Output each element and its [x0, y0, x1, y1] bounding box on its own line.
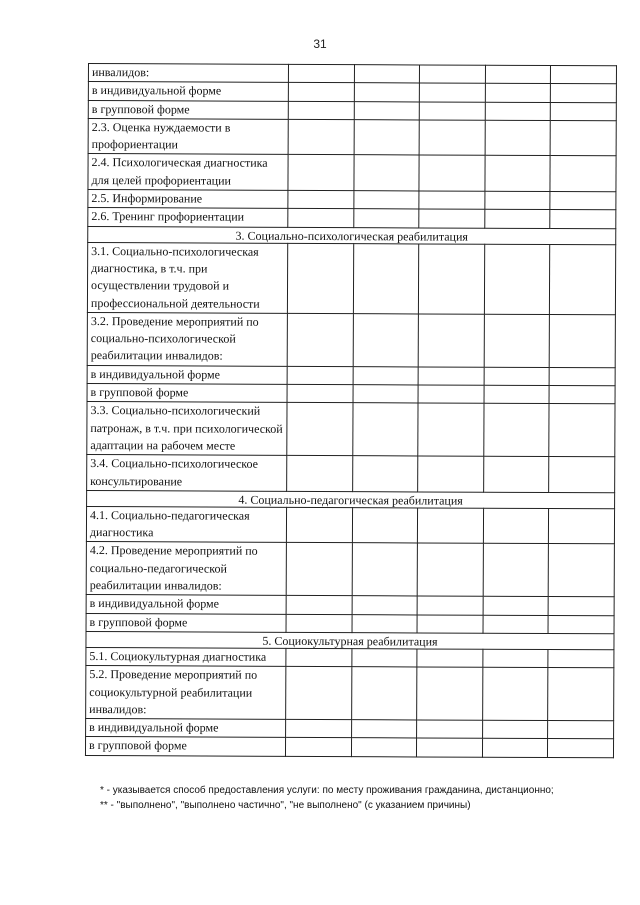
table-row — [87, 242, 615, 314]
value-cell — [549, 367, 615, 386]
value-cell — [483, 615, 548, 634]
row-label: в групповой форме — [86, 613, 286, 632]
value-cell — [287, 403, 353, 456]
value-cell — [288, 119, 354, 155]
value-cell — [419, 65, 485, 84]
value-cell — [286, 596, 352, 615]
value-cell — [484, 314, 549, 367]
value-cell — [485, 102, 550, 121]
value-cell — [417, 596, 483, 615]
row-label: 2.3. Оценка нуждаемости в профориентации — [88, 118, 288, 154]
value-cell — [417, 543, 483, 596]
table-row — [88, 82, 616, 103]
value-cell — [419, 102, 485, 121]
value-cell — [418, 314, 484, 367]
value-cell — [485, 191, 550, 210]
table-row — [86, 666, 614, 721]
table-row — [86, 719, 614, 740]
value-cell — [353, 456, 418, 492]
table-row — [88, 154, 616, 192]
value-cell — [419, 83, 485, 102]
table-row — [87, 312, 615, 367]
value-cell — [353, 243, 418, 313]
value-cell — [550, 156, 616, 192]
value-cell — [419, 209, 485, 228]
value-cell — [353, 314, 418, 367]
footnote-method: * - указывается способ предоставления услуги: по месту проживания гражданина, дистанционно; — [100, 785, 554, 796]
value-cell — [549, 244, 615, 314]
value-cell — [418, 385, 484, 404]
footnote-status: ** - "выполнено", "выполнено частично", "не выполнено" (с указанием причины) — [100, 800, 471, 811]
row-label: 2.4. Психологическая диагностика для целей профориентации — [88, 154, 288, 190]
value-cell — [354, 191, 419, 210]
table-row — [86, 542, 614, 597]
value-cell — [287, 456, 353, 492]
table-row — [86, 647, 614, 668]
value-cell — [354, 155, 419, 191]
value-cell — [353, 366, 418, 385]
value-cell — [483, 720, 548, 739]
footnotes — [100, 783, 620, 813]
value-cell — [548, 508, 614, 544]
value-cell — [548, 649, 614, 668]
value-cell — [485, 84, 550, 103]
value-cell — [353, 403, 418, 456]
section-title: 4. Социально-педагогическая реабилитация — [87, 490, 615, 508]
value-cell — [286, 648, 352, 667]
table-row — [86, 595, 614, 616]
value-cell — [288, 83, 354, 102]
value-cell — [548, 597, 614, 616]
table-body — [85, 64, 616, 758]
value-cell — [286, 614, 352, 633]
row-label: в индивидуальной форме — [86, 719, 286, 738]
value-cell — [286, 719, 352, 738]
value-cell — [484, 456, 549, 492]
row-label: в индивидуальной форме — [88, 82, 288, 101]
row-label: 4.1. Социально-педагогическая диагностика — [86, 506, 286, 542]
value-cell — [485, 120, 550, 156]
row-label: в индивидуальной форме — [87, 365, 287, 384]
table-row — [88, 190, 616, 211]
value-cell — [550, 102, 616, 121]
section-title: 3. Социально-психологическая реабилитация — [88, 226, 616, 244]
value-cell — [417, 649, 483, 668]
table-row — [85, 737, 613, 758]
value-cell — [354, 101, 419, 120]
value-cell — [286, 507, 352, 543]
value-cell — [417, 720, 483, 739]
value-cell — [550, 210, 616, 229]
value-cell — [352, 720, 417, 739]
value-cell — [288, 64, 354, 83]
value-cell — [483, 649, 548, 668]
value-cell — [286, 543, 352, 596]
row-label: в индивидуальной форме — [86, 595, 286, 614]
value-cell — [483, 667, 548, 720]
table-row — [86, 506, 614, 544]
value-cell — [550, 66, 616, 85]
value-cell — [547, 739, 613, 758]
value-cell — [550, 84, 616, 103]
value-cell — [417, 508, 483, 544]
row-label: 2.5. Информирование — [88, 190, 288, 209]
rehabilitation-report-table — [85, 63, 617, 758]
row-label: инвалидов: — [88, 64, 288, 83]
table-row — [87, 365, 615, 386]
value-cell — [417, 667, 483, 720]
row-label: 3.4. Социально-психологическое консультирование — [87, 455, 287, 491]
value-cell — [548, 615, 614, 634]
table-row — [86, 613, 614, 634]
value-cell — [285, 738, 351, 757]
value-cell — [549, 386, 615, 405]
table-row — [87, 455, 615, 493]
value-cell — [483, 508, 548, 544]
value-cell — [288, 101, 354, 120]
value-cell — [417, 615, 483, 634]
value-cell — [419, 191, 485, 210]
row-label: 3.1. Социально-психологическая диагностика, в т.ч. при осуществлении трудовой и профессиональной деятельности — [87, 242, 287, 313]
table-row — [88, 100, 616, 121]
page-number: 31 — [313, 37, 327, 51]
table-row — [88, 64, 616, 85]
value-cell — [419, 155, 485, 191]
value-cell — [484, 244, 549, 314]
value-cell — [418, 244, 484, 314]
row-label: 5.1. Социокультурная диагностика — [86, 647, 286, 666]
value-cell — [353, 385, 418, 404]
table-row — [88, 208, 616, 229]
value-cell — [352, 614, 417, 633]
value-cell — [419, 120, 485, 156]
value-cell — [549, 404, 615, 457]
value-cell — [418, 367, 484, 386]
row-label: 3.3. Социально-психологический патронаж, в т.ч. при психологической адаптации на рабочем месте — [87, 402, 287, 456]
value-cell — [354, 209, 419, 228]
value-cell — [288, 209, 354, 228]
value-cell — [485, 156, 550, 192]
value-cell — [352, 667, 417, 720]
value-cell — [351, 738, 416, 757]
row-label: 4.2. Проведение мероприятий по социально-педагогической реабилитации инвалидов: — [86, 542, 286, 596]
section-title: 5. Социокультурная реабилитация — [86, 631, 614, 649]
table-row — [88, 118, 616, 156]
table-row — [87, 384, 615, 405]
value-cell — [482, 739, 547, 758]
value-cell — [352, 543, 417, 596]
value-cell — [549, 314, 615, 367]
value-cell — [549, 457, 615, 493]
table-row — [87, 402, 615, 457]
value-cell — [485, 65, 550, 84]
value-cell — [416, 738, 482, 757]
row-label: 3.2. Проведение мероприятий по социально-психологической реабилитации инвалидов: — [87, 312, 287, 366]
value-cell — [484, 367, 549, 386]
value-cell — [287, 384, 353, 403]
value-cell — [485, 210, 550, 229]
row-label: в групповой форме — [88, 100, 288, 119]
value-cell — [354, 120, 419, 156]
value-cell — [548, 544, 614, 597]
value-cell — [287, 243, 353, 313]
value-cell — [288, 155, 354, 191]
value-cell — [352, 649, 417, 668]
value-cell — [352, 596, 417, 615]
value-cell — [288, 190, 354, 209]
value-cell — [352, 507, 417, 543]
row-label: 2.6. Тренинг профориентации — [88, 208, 288, 227]
value-cell — [548, 721, 614, 740]
value-cell — [287, 313, 353, 366]
value-cell — [354, 65, 419, 84]
value-cell — [550, 192, 616, 211]
value-cell — [484, 404, 549, 457]
row-label: в групповой форме — [85, 737, 285, 756]
value-cell — [287, 366, 353, 385]
value-cell — [548, 668, 614, 721]
value-cell — [484, 385, 549, 404]
value-cell — [483, 544, 548, 597]
value-cell — [418, 456, 484, 492]
value-cell — [286, 667, 352, 720]
value-cell — [550, 120, 616, 156]
value-cell — [483, 597, 548, 616]
value-cell — [418, 403, 484, 456]
row-label: в групповой форме — [87, 384, 287, 403]
value-cell — [354, 83, 419, 102]
row-label: 5.2. Проведение мероприятий по социокультурной реабилитации инвалидов: — [86, 666, 286, 720]
